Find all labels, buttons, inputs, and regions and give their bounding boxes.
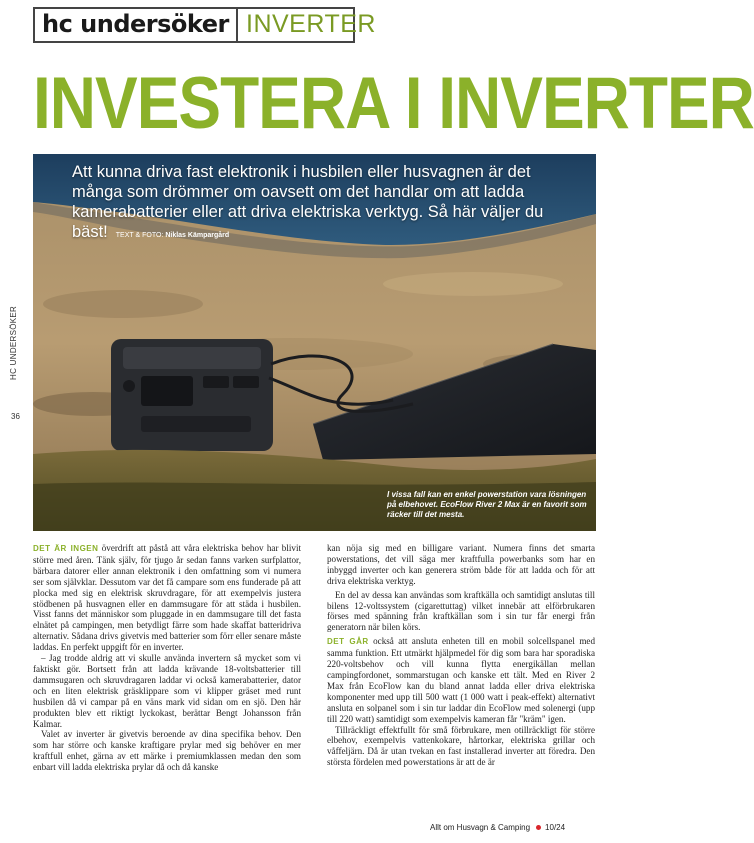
footer-issue: 10/24 [545,823,566,832]
footer-magazine: Allt om Husvagn & Camping [430,823,531,832]
paragraph-text: också att ansluta enheten till en mobil solcellspanel med samma funktion. Ett utmärkt hjälpmedel för dig som bara har sporadiska 220-voltsbehov och vill kunna flytta energikällan mellan campingfordonet, sommarstugan och kanske ett tält. Med en River 2 Max från EcoFlow kan du bland annat ladda eller driva elektriska komponenter med upp till 500 watt (1 000 watt i peak-effekt) alternativt ansluta en solpanel som i sin tur laddar din EcoFlow med solenergi (upp till 220 watt) samtidigt som exempelvis kameran får "kräm" igen. [327,636,596,724]
body-column-left [33,543,301,773]
paragraph-text: En del av dessa kan användas som kraftkälla och samtidigt anslutas till bilens 12-voltssystem (cigarettuttag) vilket innebär att elförbrukaren förses med spänning från kraftkällan som i sin tur får energi från generatorn när bilen körs. [327,589,595,633]
paragraph-text: – Jag trodde aldrig att vi skulle använda invertern så mycket som vi faktiskt gör. Bortsett från att ladda krävande 18-voltsbatterier till dammsugaren och skruvdragaren laddar vi också kamerabatterier, dator och en liten elektrisk gräsklippare som vi klipper gräset med runt husbilen då vi campar på en väns mark vid sidan om en sjö. Den här produkten blev ett riktigt lyckokast, berättar Bengt Johansson från Kalmar. [33,653,301,729]
paragraph [327,636,595,724]
credit-label: TEXT & FOTO: [115,232,164,239]
paragraph-text: kan nöja sig med en billigare variant. Numera finns det smarta powerstations, det vill säga mer kraftfulla powerbanks som har en inbyggd inverter och kan generera ström både för att ladda och för att driva elektriska verktyg. [327,543,595,586]
paragraph-lead: DET GÅR [327,637,369,647]
photo-caption: I vissa fall kan en enkel powerstation vara lösningen på elbehovet. EcoFlow River 2 Max är en favorit som räcker till det mesta. [387,490,587,519]
headline: INVESTERA I INVERTER [33,61,754,145]
paragraph-text: Tillräckligt effektfullt för små förbrukare, men otillräckligt för större elbehov, exempelvis vattenkokare, hårtorkar, elektriska grillar och våffeljärn. Då är utan tvekan en fast installerad inverter att föredra. Den största fördelen med powerstations är att de är [327,724,595,768]
intro-text [72,162,572,246]
paragraph [327,543,595,587]
page-number: 36 [11,412,20,421]
paragraph [327,590,595,634]
photo-credit [116,232,229,239]
footer [430,823,565,832]
paragraph-text: Valet av inverter är givetvis beroende av dina specifika behov. Den som har större och kanske kraftigare prylar med sig behöver en mer kraftfull enhet, gärna av ett märke i premiumklassen medan den som enbart vill ladda elektriska prylar då och då kanske [33,729,301,773]
header-divider [236,8,238,41]
header-section: INVERTER [246,10,376,38]
body-column-right [327,543,595,768]
paragraph [33,653,301,729]
paragraph [33,729,301,773]
paragraph [327,725,595,769]
intro-body: Att kunna driva fast elektronik i husbilen eller husvagnen är det många som drömmer om oavsett om det handlar om att ladda kamerabatterier eller att driva elektriska verktyg. Så här väljer du bäst! [72,163,544,241]
paragraph-text: överdrift att påstå att våra elektriska behov har blivit större med åren. Tänk själv, för tjugo år sedan fanns varken surfplattor, bärbara datorer eller annan elektronik i den omfattning som vi numera ser som självklar. Dessutom var det få campare som ens funderade på att plocka med sig en elektrisk skruvdragare, för att exempelvis justera stödbenen på husvagnen eller en dammsugare för att städa i husbilen. Visst fanns det människor som pluggade in en dammsugare till det fasta elnätet på campingen, men betydligt färre som hade skaffat batteridriva alternativ. Sådana drivs givetvis med batterier som förr eller senare måste laddas. En perfekt uppgift för en inverter. [33,543,302,653]
paragraph-lead: DET ÄR INGEN [33,544,99,553]
credit-name: Niklas Kämpargård [165,232,230,239]
footer-dot-icon [536,825,541,830]
header-brand: hc undersöker [42,10,229,38]
paragraph [33,543,301,653]
side-section-label: HC UNDERSÖKER [9,305,18,380]
